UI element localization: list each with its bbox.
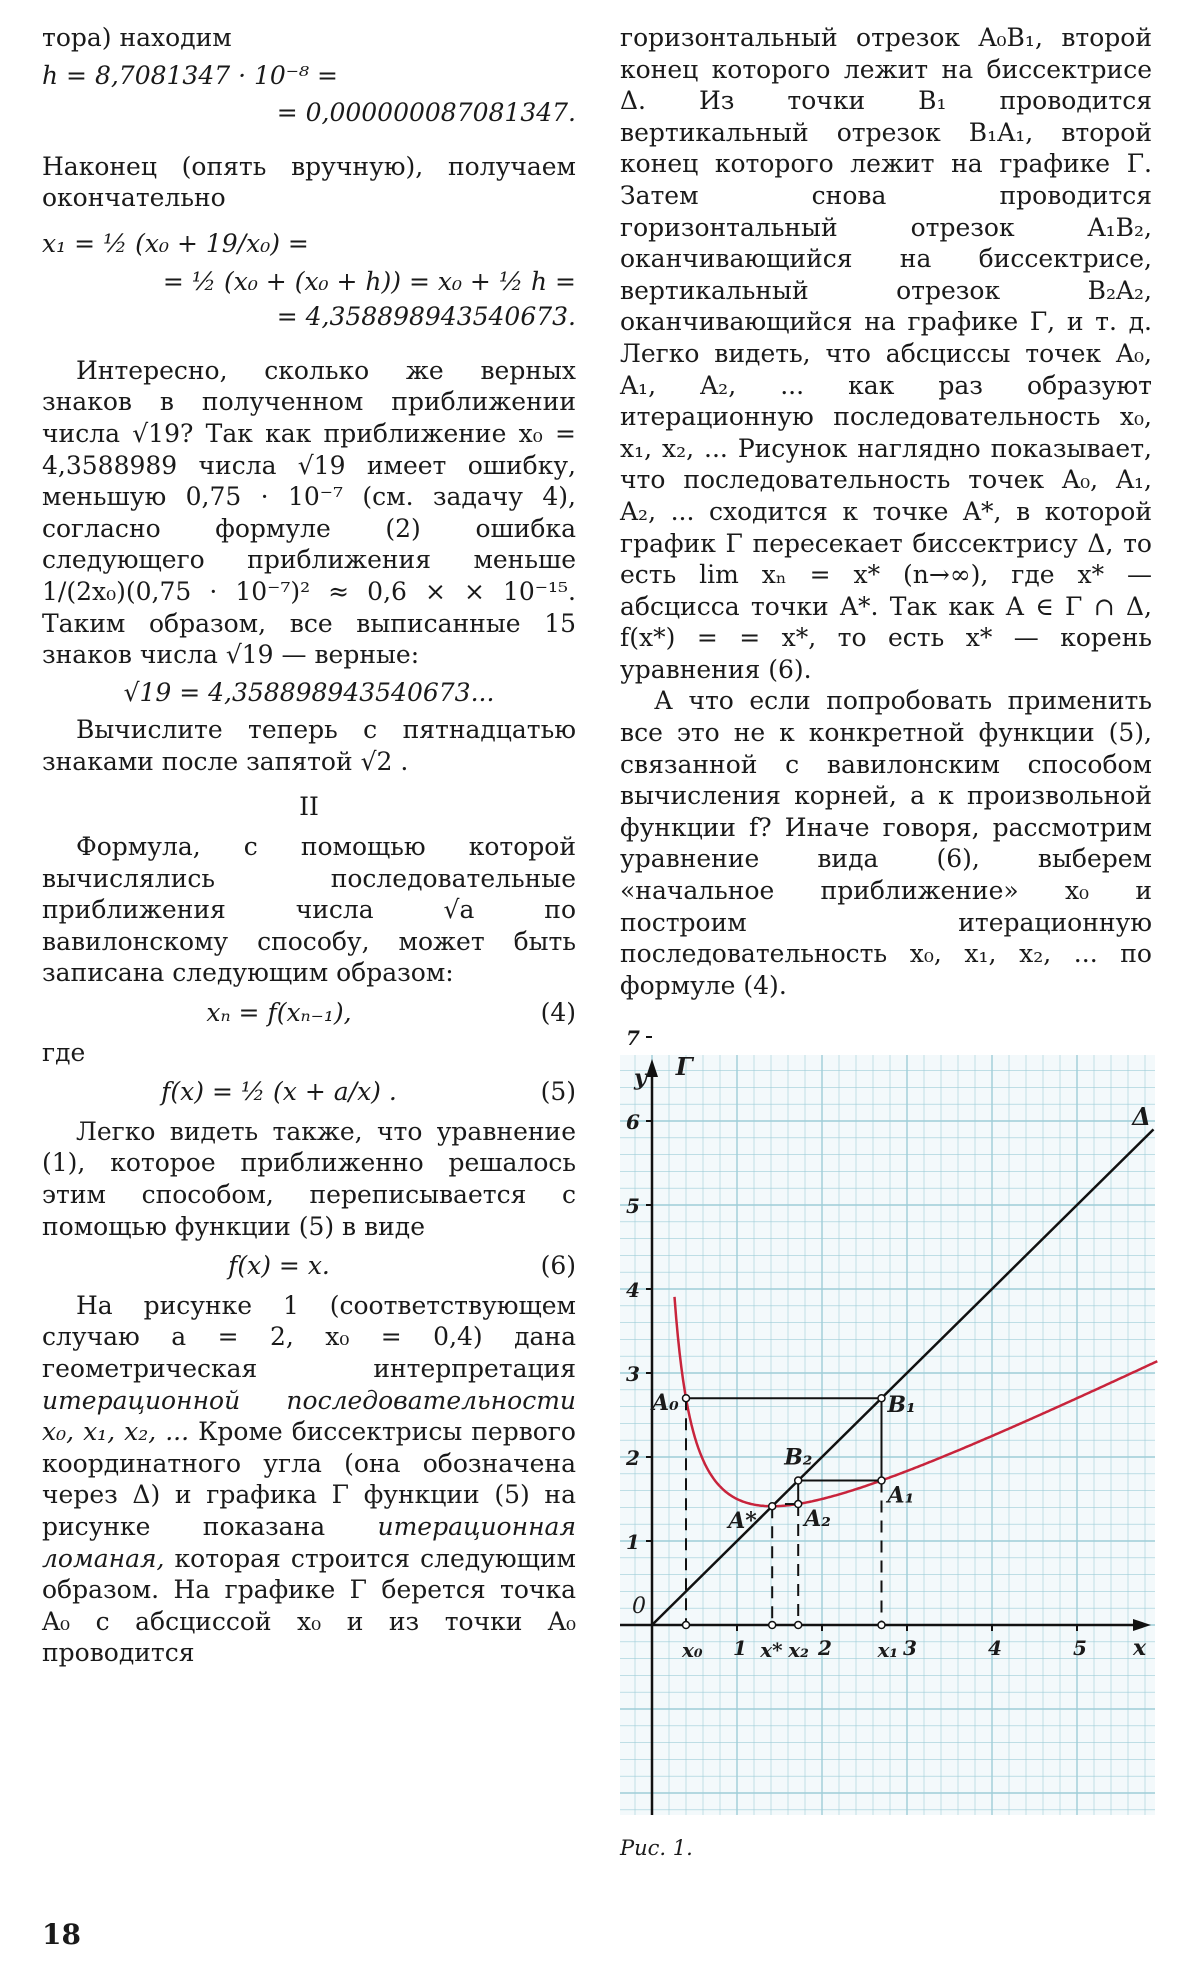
paragraph: Легко видеть также, что уравнение (1), которое приближенно решалось этим способом, переписывается с помощью функции (5) в виде (42, 1116, 576, 1241)
formula-sqrt19: √19 = 4,358898943540673... (123, 677, 495, 707)
paragraph: Вычислите теперь с пятнадцатью знаками после запятой √2 . (42, 715, 576, 776)
point-B₁ (878, 1395, 885, 1402)
text-line: где (42, 1037, 86, 1067)
x-axis-point (683, 1622, 690, 1629)
x-point-label: x₀ (682, 1638, 703, 1662)
formula-x1-a: x₁ = ½ (x₀ + 19/x₀) = (42, 228, 309, 258)
formula-x1-c: = 4,358898943540673. (276, 302, 576, 332)
equation-expr: xₙ = f(xₙ₋₁), (206, 998, 352, 1028)
figure-caption: Рис. 1. (620, 1836, 693, 1860)
y-tick-label: 5 (626, 1194, 640, 1218)
x-tick-label: 3 (903, 1636, 917, 1660)
x-point-label: x₂ (788, 1638, 809, 1662)
equation-number: (5) (540, 1077, 576, 1107)
y-tick-label: 1 (626, 1530, 640, 1554)
text-line: тора) находим (42, 23, 232, 52)
x-axis-point (795, 1622, 802, 1629)
paragraph: А что если попробовать применить все это не к конкретной функции (5), связанной с вавилонским способом вычисления корней, а к произвольной функции f? Иначе говоря, рассмотрим уравнение вида (6), выберем «начальное приближение» x₀ и построим итерационную последовательность x₀, x₁, x₂, ... по формуле (4). (620, 686, 1152, 1000)
formula-h-2: = 0,000000087081347. (276, 98, 576, 128)
page-number: 18 (42, 1918, 81, 1951)
x-tick-label: 5 (1073, 1636, 1087, 1660)
x-point-label: x₁ (877, 1638, 899, 1662)
equation-5 (42, 1076, 576, 1108)
right-column (620, 22, 1152, 1001)
paragraph: горизонтальный отрезок A₀B₁, второй конец которого лежит на биссектрисе Δ. Из точки B₁ проводится вертикальный отрезок B₁A₁, второй конец которого лежит на графике Γ. Затем снова проводится горизонтальный отрезок A₁B₂, оканчивающийся на биссектрисе, вертикальный отрезок B₂A₂, оканчивающийся на графике Γ, и т. д. Легко видеть, что абсциссы точек A₀, A₁, A₂, ... как раз образуют итерационную последовательность x₀, x₁, x₂, ... Рисунок наглядно показывает, что последовательность точек A₀, A₁, A₂, ... сходится к точке A*, в которой график Γ пересекает биссектрису Δ, то есть lim xₙ = x* (n→∞), где x* — абсцисса точки A*. Так как A ∈ Γ ∩ Δ, f(x*) = = x*, то есть x* — корень уравнения (6). (620, 23, 1152, 684)
y-tick-label: 3 (626, 1362, 640, 1386)
text-span: Кроме биссектрисы первого координатного угла (она обозначена через Δ) и графика Γ функции (5) на рисунке показана (42, 1417, 576, 1541)
paragraph: Формула, с помощью которой вычислялись последовательные приближения числа √a по вавилонскому способу, может быть записана следующим образом: (42, 832, 576, 988)
equation-expr: f(x) = ½ (x + a/x) . (161, 1077, 397, 1107)
figure-1 (620, 1026, 1155, 1815)
formula-h-1: h = 8,7081347 · 10⁻⁸ = (42, 60, 338, 90)
text-span: которая строится следующим образом. На графике Γ берется точка A₀ с абсциссой x₀ и из точки A₀ проводится (42, 1543, 576, 1668)
x-axis-label: x (1133, 1635, 1147, 1661)
italic-term: итерационная ломаная, (42, 1511, 576, 1573)
y-tick-label: 4 (626, 1278, 640, 1302)
y-tick-label: 2 (626, 1446, 640, 1470)
point-A₂ (795, 1501, 802, 1508)
italic-term: итерационной последовательности x₀, x₁, x₂, ... (42, 1385, 576, 1447)
x-tick-label: 1 (733, 1636, 747, 1660)
formula-x1-b: = ½ (x₀ + (x₀ + h)) = x₀ + ½ h = (162, 266, 576, 296)
point-A₁ (878, 1477, 885, 1484)
equation-4 (42, 997, 576, 1029)
point-label: B₁ (887, 1392, 916, 1419)
y-tick-label: 6 (626, 1110, 640, 1134)
point-A₀ (683, 1395, 690, 1402)
left-column (42, 22, 576, 1669)
text-span: На рисунке 1 (соответствующем случаю a = 2, x₀ = 0,4) дана геометрическая интерпретация (42, 1290, 576, 1383)
x-axis-point (769, 1622, 776, 1629)
paragraph: Интересно, сколько же верных знаков в полученном приближении числа √19? Так как приближение x₀ = 4,3588989 числа √19 имеет ошибку, меньшую 0,75 · 10⁻⁷ (см. задачу 4), согласно формуле (2) ошибка следующего приближения меньше 1/(2x₀)(0,75 · 10⁻⁷)² ≈ 0,6 × × 10⁻¹⁵. Таким образом, все выписанные 15 знаков числа √19 — верные: (42, 355, 576, 670)
point-label: A₂ (804, 1506, 831, 1533)
x-point-label: x* (760, 1638, 783, 1662)
paragraph (42, 1290, 576, 1669)
x-axis-point (878, 1622, 885, 1629)
gamma-label: Γ (675, 1051, 693, 1081)
x-tick-label: 2 (818, 1636, 832, 1660)
equation-6 (42, 1250, 576, 1282)
graph-paper (620, 1055, 1155, 1815)
point-label: A* (728, 1508, 757, 1535)
iteration-chart (620, 1026, 1155, 1815)
equation-number: (4) (540, 998, 576, 1028)
paragraph: Наконец (опять вручную), получаем окончательно (42, 151, 576, 213)
origin-label: 0 (632, 1594, 646, 1619)
delta-label: Δ (1132, 1102, 1151, 1132)
point-A* (769, 1503, 776, 1510)
point-label: B₂ (784, 1444, 813, 1471)
point-label: A₁ (887, 1482, 915, 1509)
y-axis-label: y (634, 1065, 647, 1091)
x-tick-label: 4 (988, 1636, 1002, 1660)
section-heading: II (299, 792, 319, 822)
equation-expr: f(x) = x. (228, 1251, 330, 1281)
point-B₂ (795, 1477, 802, 1484)
y-tick-label: 7 (626, 1026, 640, 1050)
point-label: A₀ (652, 1390, 679, 1417)
equation-number: (6) (540, 1251, 576, 1281)
